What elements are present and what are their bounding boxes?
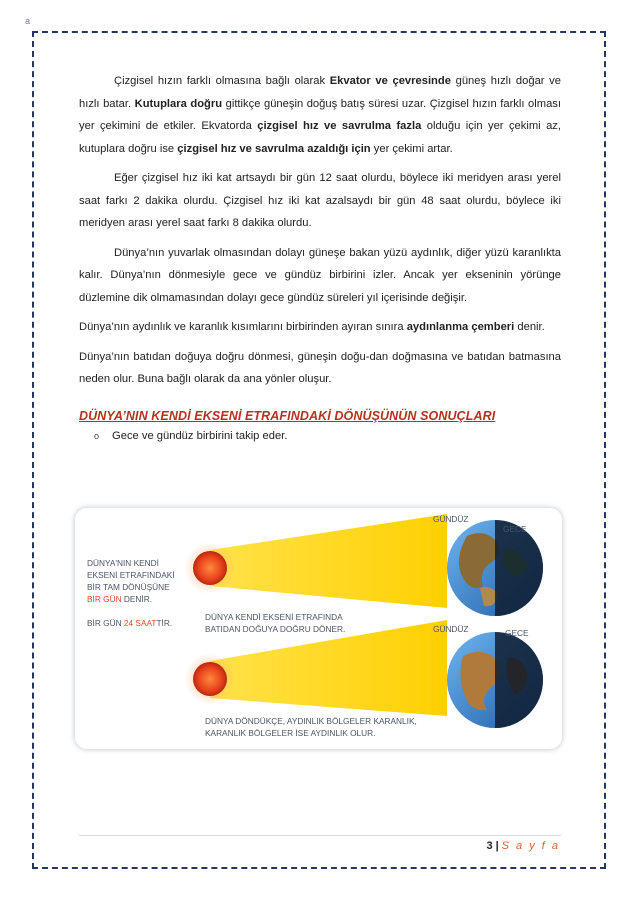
earth-top	[447, 520, 543, 616]
day-label-top: GÜNDÜZ	[433, 514, 469, 524]
bold-term: Kutuplara doğru	[134, 97, 223, 110]
bullet-item	[94, 430, 287, 442]
text-run: olduğu için yer çekimi az, kutuplara doğru ise	[79, 120, 561, 155]
sun-bottom	[193, 662, 227, 696]
page-separator: |	[495, 840, 499, 852]
rotation-illustration	[75, 508, 562, 749]
bottom-text-1: DÜNYA DÖNDÜKÇE, AYDINLIK BÖLGELER KARANLIK,	[205, 716, 417, 726]
text-run: Dünya’nın batıdan doğuya doğru dönmesi, güneşin doğu-dan doğmasına ve batıdan batmasına neden olur. Buna bağlı olarak da ana yönler oluşur.	[79, 350, 561, 385]
left-text-5	[87, 618, 172, 628]
page-number: 3	[486, 840, 493, 852]
bold-term: çizgisel hız ve savrulma azaldığı için	[177, 142, 371, 155]
page-footer	[486, 840, 560, 852]
light-beam-top	[210, 514, 447, 608]
night-label-top: GECE	[503, 524, 527, 534]
footer-rule	[79, 835, 561, 836]
bullet-text: Gece ve gündüz birbirini takip eder.	[112, 430, 288, 442]
middle-text-1: DÜNYA KENDİ EKSENİ ETRAFINDA	[205, 612, 343, 622]
left-text-5-red: 24 SAAT	[123, 618, 157, 628]
text-run: gittikçe güneşin doğuş batış süresi uzar. Çizgisel hızın farklı olması yer çekimini de etkiler. Ekvatorda	[79, 97, 561, 132]
paragraph-list	[79, 70, 561, 391]
bottom-text-2: KARANLIK BÖLGELER İSE AYDINLIK OLUR.	[205, 728, 376, 738]
corner-mark: a	[25, 16, 31, 26]
day-label-bottom: GÜNDÜZ	[433, 624, 469, 634]
light-beam-bottom	[210, 620, 447, 716]
left-text-4-red: BİR GÜN	[87, 594, 122, 604]
section-heading: DÜNYA’NIN KENDİ EKSENİ ETRAFINDAKİ DÖNÜŞÜNÜN SONUÇLARI	[79, 408, 496, 423]
text-run: Dünya’nın yuvarlak olmasından dolayı güneşe bakan yüzü aydınlık, diğer yüzü karanlıkta kalır. Dünya’nın dönmesiyle gece ve gündüz birbirini izler. Ancak yer ekseninin yörünge düzlemine dik olmamasından dolayı gece gündüz süreleri yıl içerisinde değişir.	[79, 246, 561, 304]
page-content	[79, 70, 561, 427]
paragraph	[79, 167, 561, 235]
bold-term: aydınlanma çemberi	[406, 321, 515, 333]
text-run: denir.	[514, 321, 545, 333]
middle-text-2: BATIDAN DOĞUYA DOĞRU DÖNER.	[205, 624, 346, 634]
text-run: Çizgisel hızın farklı olmasına bağlı olarak	[114, 75, 330, 87]
sun-top	[193, 551, 227, 585]
earth-bottom	[447, 632, 543, 728]
text-run: Eğer çizgisel hız iki kat artsaydı bir gün 12 saat olurdu, böylece iki meridyen arası yerel saat farkı 2 dakika olurdu. Çizgisel hız iki kat azalsaydı bir gün 48 saat olurdu, böylece iki meridyen arası yerel saat farkı 8 dakika olurdu.	[79, 172, 561, 229]
left-text-4-rest: DENİR.	[121, 594, 153, 604]
paragraph	[79, 70, 561, 160]
left-text-3: BİR TAM DÖNÜŞÜNE	[87, 582, 170, 592]
left-text-1: DÜNYA'NIN KENDİ	[87, 558, 159, 568]
paragraph	[79, 346, 561, 391]
left-text-2: EKSENİ ETRAFINDAKİ	[87, 570, 175, 580]
left-text-5-start: BİR GÜN	[87, 618, 124, 628]
bold-term: çizgisel hız ve savrulma fazla	[257, 120, 422, 132]
text-run: güneş hızlı doğar ve hızlı batar.	[79, 75, 561, 110]
rotation-figure	[75, 508, 562, 749]
text-run: Dünya’nın aydınlık ve karanlık kısımlarını birbirinden ayıran sınıra	[79, 321, 407, 333]
text-run: yer çekimi artar.	[370, 142, 453, 155]
paragraph	[79, 242, 561, 310]
paragraph	[79, 316, 561, 339]
bold-term: Ekvator ve çevresinde	[329, 75, 451, 87]
left-text-4	[87, 594, 152, 604]
night-label-bottom: GECE	[505, 628, 529, 638]
page-word: S a y f a	[501, 840, 560, 852]
left-text-5-end: TİR.	[156, 618, 173, 628]
bullet-mark: o	[94, 431, 100, 441]
